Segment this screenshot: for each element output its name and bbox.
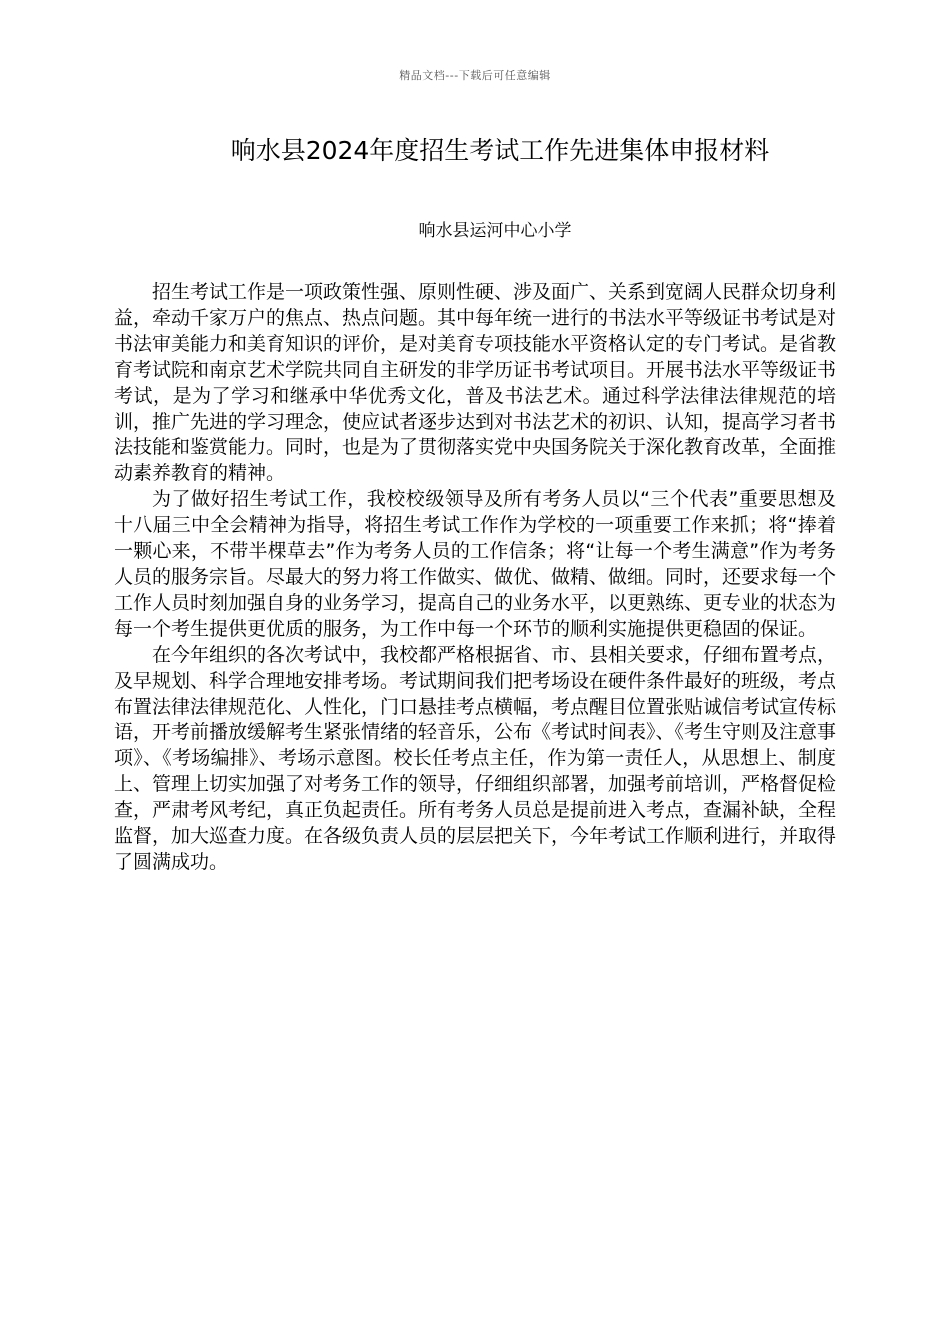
document-body bbox=[114, 280, 836, 876]
body-paragraph: 在今年组织的各次考试中，我校都严格根据省、市、县相关要求，仔细布置考点，及早规划、科学合理地安排考场。考试期间我们把考场设在硬件条件最好的班级，考点布置法律法律规范化、人性化，门口悬挂考点横幅，考点醒目位置张贴诚信考试宣传标语，开考前播放缓解考生紧张情绪的轻音乐，公布《考试时间表》、《考生守则及注意事项》、《考场编排》、考场示意图。校长任考点主任，作为第一责任人，从思想上、制度上、管理上切实加强了对考务工作的领导，仔细组织部署，加强考前培训，严格督促检查，严肃考风考纪，真正负起责任。所有考务人员总是提前进入考点，查漏补缺，全程监督，加大巡查力度。在各级负责人员的层层把关下，今年考试工作顺利进行，并取得了圆满成功。 bbox=[114, 643, 837, 873]
header-note: 精品文档---下载后可任意编辑 bbox=[399, 69, 551, 82]
body-paragraph: 招生考试工作是一项政策性强、原则性硬、涉及面广、关系到宽阔人民群众切身利益，牵动千家万户的焦点、热点问题。其中每年统一进行的书法水平等级证书考试是对书法审美能力和美育知识的评价，是对美育专项技能水平资格认定的专门考试。是省教育考试院和南京艺术学院共同自主研发的非学历证书考试项目。开展书法水平等级证书考试，是为了学习和继承中华优秀文化，普及书法艺术。通过科学法律法律规范的培训，推广先进的学习理念，使应试者逐步达到对书法艺术的初识、认知，提高学习者书法技能和鉴赏能力。同时，也是为了贯彻落实党中央国务院关于深化教育改革，全面推动素养教育的精神。 bbox=[114, 281, 837, 485]
body-paragraph: 为了做好招生考试工作，我校校级领导及所有考务人员以“三个代表”重要思想及十八届三中全会精神为指导，将招生考试工作作为学校的一项重要工作来抓；将“捧着一颗心来，不带半棵草去”作为考务人员的工作信条；将“让每一个考生满意”作为考务人员的服务宗旨。尽最大的努力将工作做实、做优、做精、做细。同时，还要求每一个工作人员时刻加强自身的业务学习，提高自己的业务水平，以更熟练、更专业的状态为每一个考生提供更优质的服务，为工作中每一个环节的顺利实施提供更稳固的保证。 bbox=[114, 488, 837, 640]
document-title: 响水县2024年度招生考试工作先进集体申报材料 bbox=[230, 136, 770, 165]
document-author: 响水县运河中心小学 bbox=[418, 221, 572, 241]
